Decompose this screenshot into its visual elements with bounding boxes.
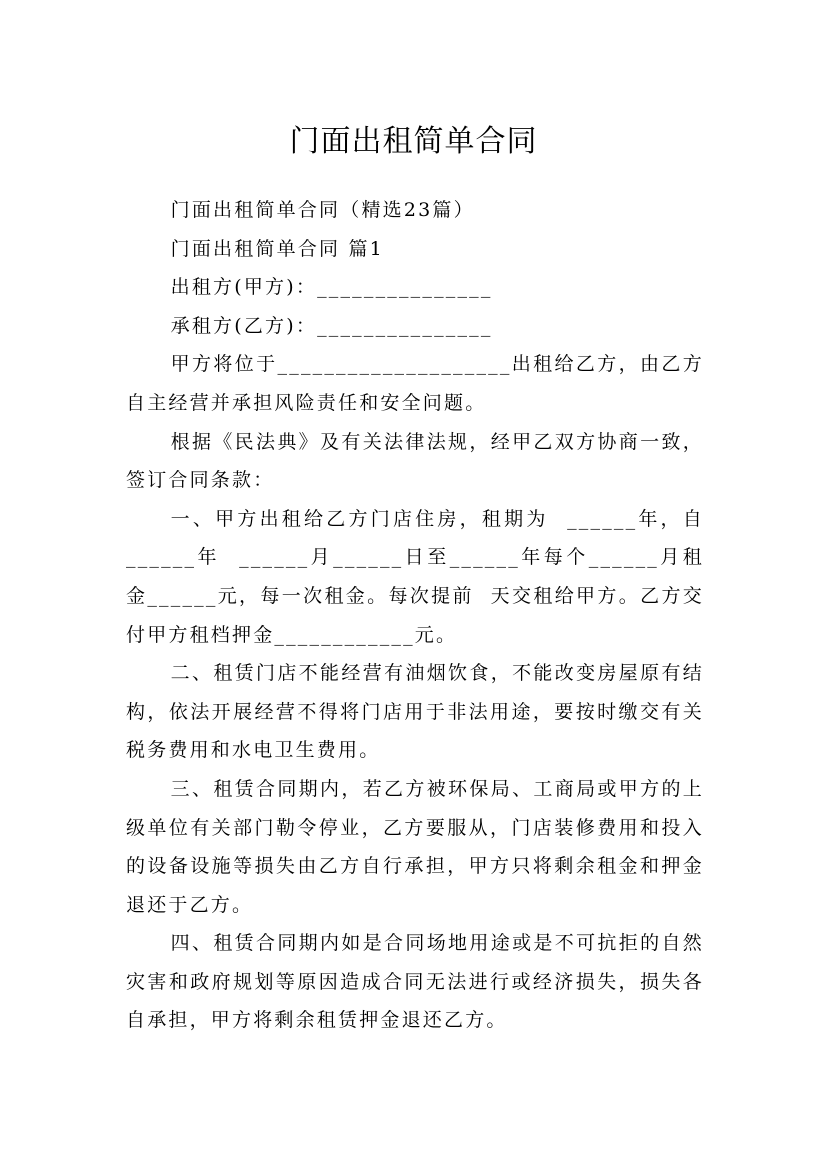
paragraph-subtitle: 门面出租简单合同（精选23篇） <box>170 199 475 221</box>
paragraph-clause-1: 一、甲方出租给乙方门店住房，租期为 ______年，自 ______年 ______月______日至______年每个______月租金______元，每一次租金。每次提前 天交租给甲方。乙方交付甲方租档押金____________元。 <box>126 507 713 646</box>
paragraph-clause-2: 二、租赁门店不能经营有油烟饮食，不能改变房屋原有结构，依法开展经营不得将门店用于非法用途，要按时缴交有关税务费用和水电卫生费用。 <box>126 662 704 762</box>
paragraph-clause-3: 三、租赁合同期内，若乙方被环保局、工商局或甲方的上级单位有关部门勒令停业，乙方要服从，门店装修费用和投入的设备设施等损失由乙方自行承担，甲方只将剩余租金和押金退还于乙方。 <box>126 777 704 916</box>
paragraph-clause-4: 四、租赁合同期内如是合同场地用途或是不可抗拒的自然灾害和政府规划等原因造成合同无法进行或经济损失，损失各自承担，甲方将剩余租赁押金退还乙方。 <box>126 932 704 1032</box>
paragraph-premises: 甲方将位于____________________出租给乙方，由乙方自主经营并承担风险责任和安全问题。 <box>126 353 704 414</box>
paragraph-lessor: 出租方(甲方)：_______________ <box>170 276 493 299</box>
paragraph-section-heading: 门面出租简单合同 篇1 <box>170 237 384 260</box>
document-title: 门面出租简单合同 <box>289 124 538 160</box>
document-body <box>126 191 713 1040</box>
paragraph-lessee: 承租方(乙方)：_______________ <box>170 314 493 337</box>
paragraph-basis: 根据《民法典》及有关法律法规，经甲乙双方协商一致，签订合同条款： <box>126 430 704 492</box>
